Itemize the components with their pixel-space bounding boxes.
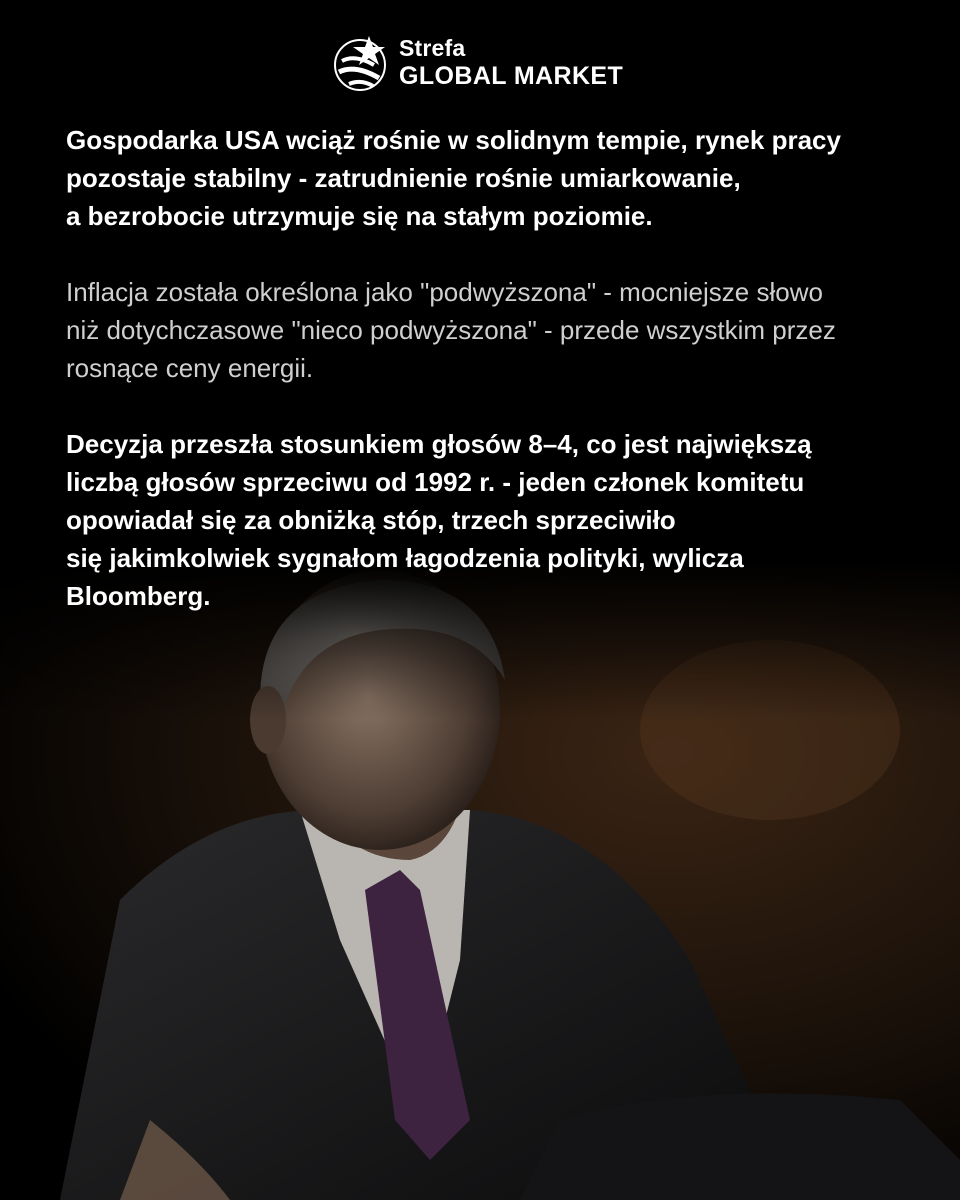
paragraph-decision: Decyzja przeszła stosunkiem głosów 8–4, co jest największą liczbą głosów sprzeciwu od 1992 r. - jeden członek komitetu opowiadał się za obniżką stóp, trzech sprzeciwiło się jakimkolwiek sygnałom łagodzenia polityki, wylicza Bloomberg. — [66, 429, 812, 611]
paragraph-inflation: Inflacja została określona jako "podwyższona" - mocniejsze słowo niż dotychczasowe "nieco podwyższona" - przede wszystkim przez rosnące ceny energii. — [66, 277, 836, 383]
paragraph-economy: Gospodarka USA wciąż rośnie w solidnym tempie, rynek pracy pozostaje stabilny - zatrudnienie rośnie umiarkowanie, a bezrobocie utrzymuje się na stałym poziomie. — [66, 125, 841, 231]
logo-line-2: GLOBAL MARKET — [399, 62, 624, 90]
article-text — [66, 121, 926, 615]
star-globe-icon — [331, 34, 389, 92]
speaker-photo — [0, 560, 960, 1200]
brand-logo — [331, 34, 623, 92]
logo-line-1: Strefa — [399, 35, 466, 61]
